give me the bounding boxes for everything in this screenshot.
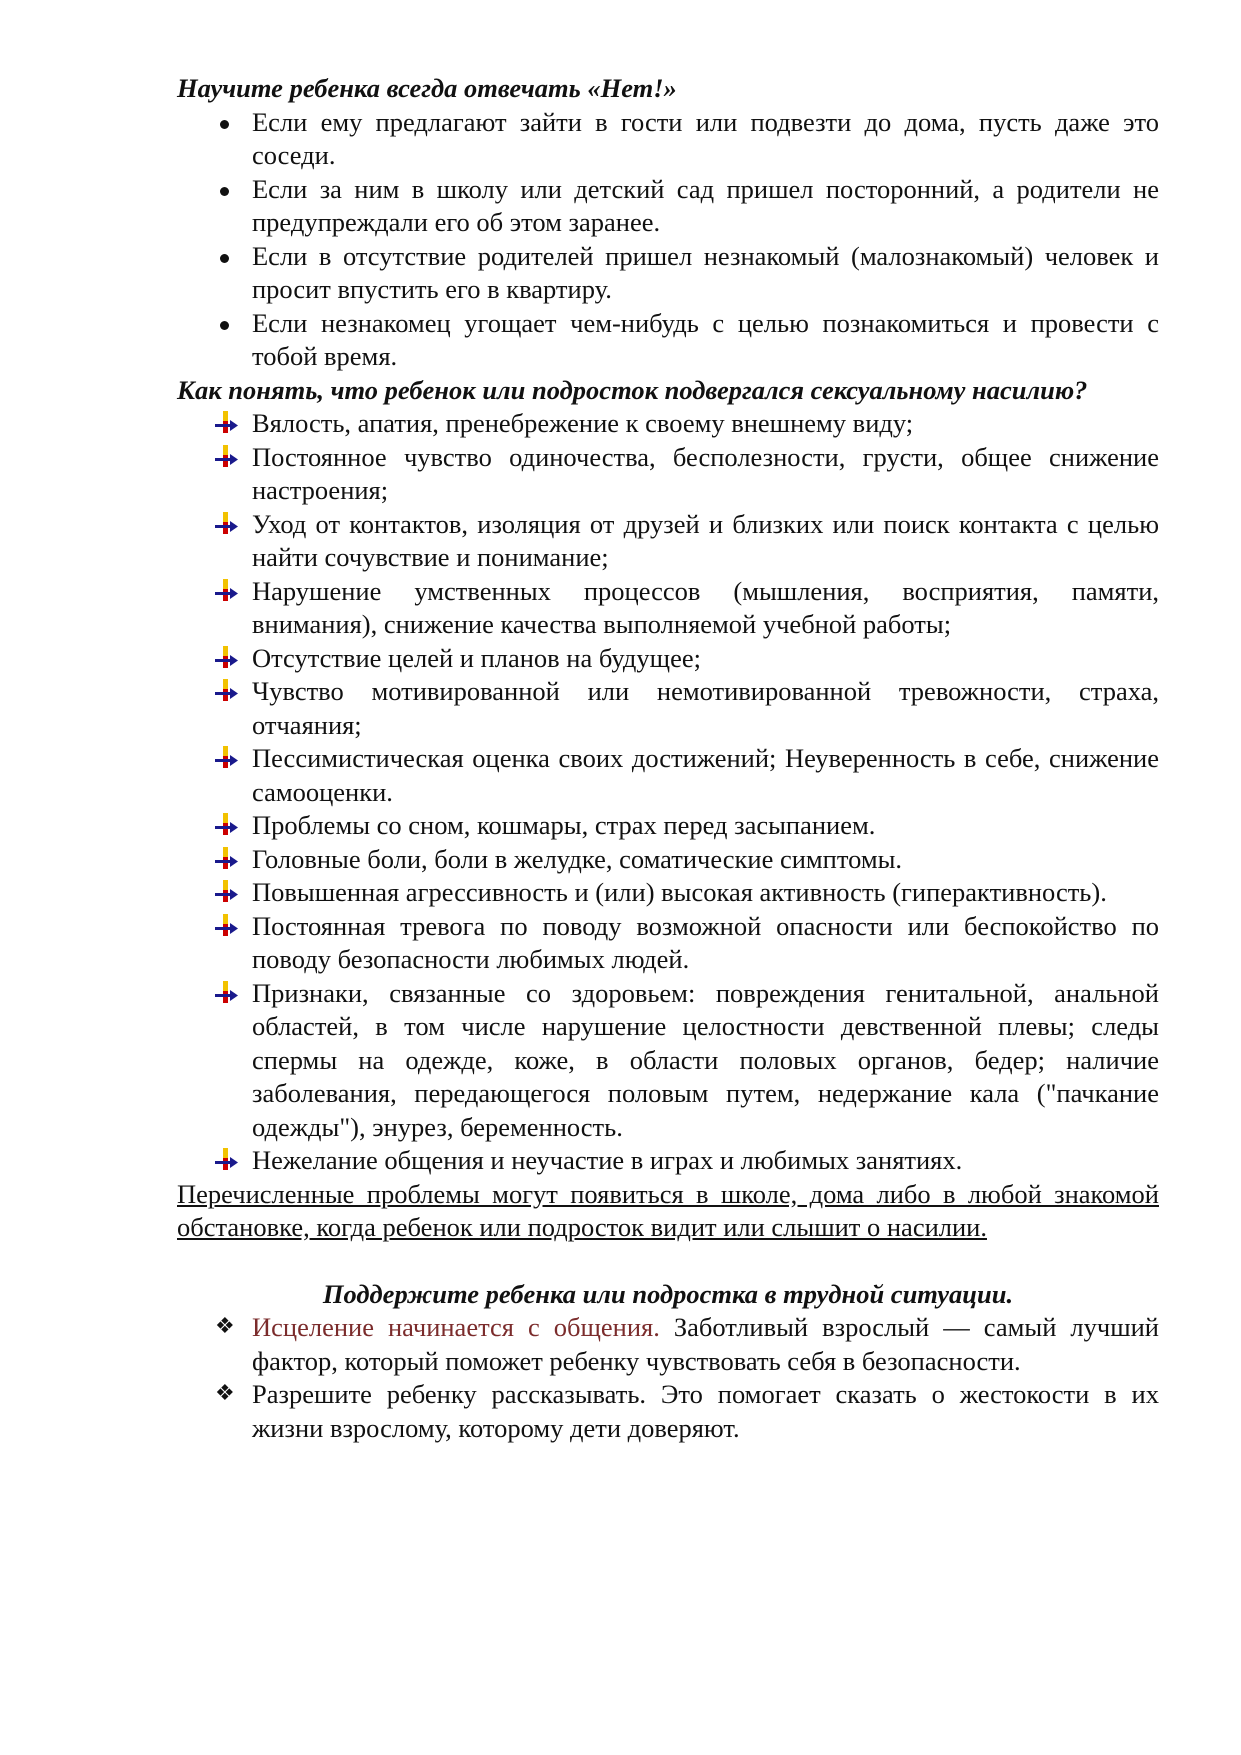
list-item: Если незнакомец угощает чем-нибудь с целью познакомиться и провести с тобой время. xyxy=(177,307,1159,374)
signs-heading: Как понять, что ребенок или подросток подвергался сексуальному насилию? xyxy=(177,374,1088,405)
list-item: Если ему предлагают зайти в гости или подвезти до дома, пусть даже это соседи. xyxy=(177,106,1159,173)
list-item: Пессимистическая оценка своих достижений; Неуверенность в себе, снижение самооценки. xyxy=(177,742,1159,809)
four-diamond-icon: ❖ xyxy=(215,1381,235,1406)
teach-no-list xyxy=(177,106,1159,374)
signs-note: Перечисленные проблемы могут появиться в школе, дома либо в любой знакомой обстановке, когда ребенок или подросток видит или слышит о насилии. xyxy=(177,1178,1159,1242)
page-content xyxy=(177,72,1159,1445)
bullet-dot xyxy=(177,106,252,139)
arrow-bullet-icon xyxy=(177,575,252,608)
bullet-dot xyxy=(177,173,252,206)
list-item: Если в отсутствие родителей пришел незнакомый (малознакомый) человек и просит впустить его в квартиру. xyxy=(177,240,1159,307)
arrow-bullet-icon xyxy=(177,441,252,474)
list-item: Нежелание общения и неучастие в играх и любимых занятиях. xyxy=(177,1144,1159,1178)
arrow-bullet-icon xyxy=(177,809,252,842)
list-item: Если за ним в школу или детский сад пришел посторонний, а родители не предупреждали его об этом заранее. xyxy=(177,173,1159,240)
list-item: Нарушение умственных процессов (мышления, восприятия, памяти, внимания), снижение качества выполняемой учебной работы; xyxy=(177,575,1159,642)
arrow-bullet-icon xyxy=(177,876,252,909)
list-item: Постоянная тревога по поводу возможной опасности или беспокойство по поводу безопасности любимых людей. xyxy=(177,910,1159,977)
teach-no-heading: Научите ребенка всегда отвечать «Нет!» xyxy=(177,73,677,103)
arrow-bullet-icon xyxy=(177,977,252,1010)
list-item: Вялость, апатия, пренебрежение к своему внешнему виду; xyxy=(177,407,1159,441)
accent-text: Исцеление начинается с общения. xyxy=(252,1312,660,1342)
arrow-bullet-icon xyxy=(177,742,252,775)
list-item: Повышенная агрессивность и (или) высокая активность (гиперактивность). xyxy=(177,876,1159,910)
arrow-bullet-icon xyxy=(177,642,252,675)
support-heading: Поддержите ребенка или подростка в трудной ситуации. xyxy=(322,1278,1014,1309)
arrow-bullet-icon xyxy=(177,910,252,943)
signs-list xyxy=(177,407,1159,1178)
list-item: ❖ Разрешите ребенку рассказывать. Это помогает сказать о жестокости в их жизни взрослому, которому дети доверяют. xyxy=(177,1378,1159,1445)
support-list xyxy=(177,1311,1159,1445)
list-item: Чувство мотивированной или немотивированной тревожности, страха, отчаяния; xyxy=(177,675,1159,742)
list-item: Признаки, связанные со здоровьем: повреждения генитальной, анальной областей, в том числе нарушение целостности девственной плевы; следы спермы на одежде, коже, в области половых органов, бедер; наличие заболевания, передающегося половым путем, недержание кала ("пачкание одежды"), энурез, беременность. xyxy=(177,977,1159,1145)
list-item: ❖ Исцеление начинается с общения. Заботливый взрослый — самый лучший фактор, который поможет ребенку чувствовать себя в безопасности. xyxy=(177,1311,1159,1378)
list-item: Уход от контактов, изоляция от друзей и близких или поиск контакта с целью найти сочувствие и понимание; xyxy=(177,508,1159,575)
arrow-bullet-icon xyxy=(177,675,252,708)
arrow-bullet-icon xyxy=(177,508,252,541)
bullet-dot xyxy=(177,240,252,273)
four-diamond-icon: ❖ xyxy=(215,1314,235,1339)
arrow-bullet-icon xyxy=(177,407,252,440)
list-item: Постоянное чувство одиночества, бесполезности, грусти, общее снижение настроения; xyxy=(177,441,1159,508)
list-item: Проблемы со сном, кошмары, страх перед засыпанием. xyxy=(177,809,1159,843)
list-item: Отсутствие целей и планов на будущее; xyxy=(177,642,1159,676)
arrow-bullet-icon xyxy=(177,1144,252,1177)
arrow-bullet-icon xyxy=(177,843,252,876)
list-item: Головные боли, боли в желудке, соматические симптомы. xyxy=(177,843,1159,877)
bullet-dot xyxy=(177,307,252,340)
